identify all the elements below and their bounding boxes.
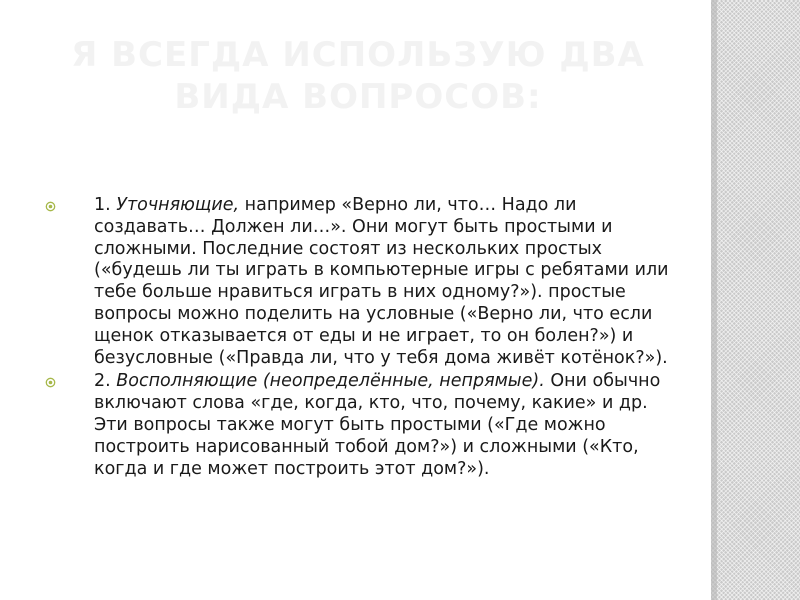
slide-title-line-1: Я ВСЕГДА ИСПОЛЬЗУЮ ДВА — [71, 35, 645, 75]
list-item — [40, 371, 670, 480]
slide-title — [48, 34, 668, 118]
circle-bullet-icon — [45, 377, 56, 388]
item-term: Уточняющие, — [116, 195, 240, 215]
item-number: 1. — [94, 195, 111, 215]
circle-bullet-icon — [45, 201, 56, 212]
slide-title-line-2: ВИДА ВОПРОСОВ: — [174, 77, 542, 117]
item-text: Они обычно включают слова «где, когда, кто, что, почему, какие» и др. Эти вопросы также могут быть простыми («Где можно построить нарисованный тобой дом?») и сложными («Кто, когда и где может построить этот дом?»). — [94, 371, 661, 479]
list-item — [40, 195, 670, 369]
bullet-list — [40, 195, 670, 482]
decorative-side-band — [711, 0, 800, 600]
item-term: Восполняющие (неопределённые, непрямые). — [116, 371, 545, 392]
item-text: например «Верно ли, что… Надо ли создавать… Должен ли…». Они могут быть простыми и сложными. Последние состоят из нескольких простых («будешь ли ты играть в компьютерные игры с ребятами или тебе больше нравиться играть в них одному?»). простые вопросы можно поделить на условные («Верно ли, что если щенок отказывается от еды и не играет, то он болен?») и безусловные («Правда ли, что у тебя дома живёт котёнок?»). — [94, 195, 669, 368]
item-number: 2. — [94, 371, 111, 392]
